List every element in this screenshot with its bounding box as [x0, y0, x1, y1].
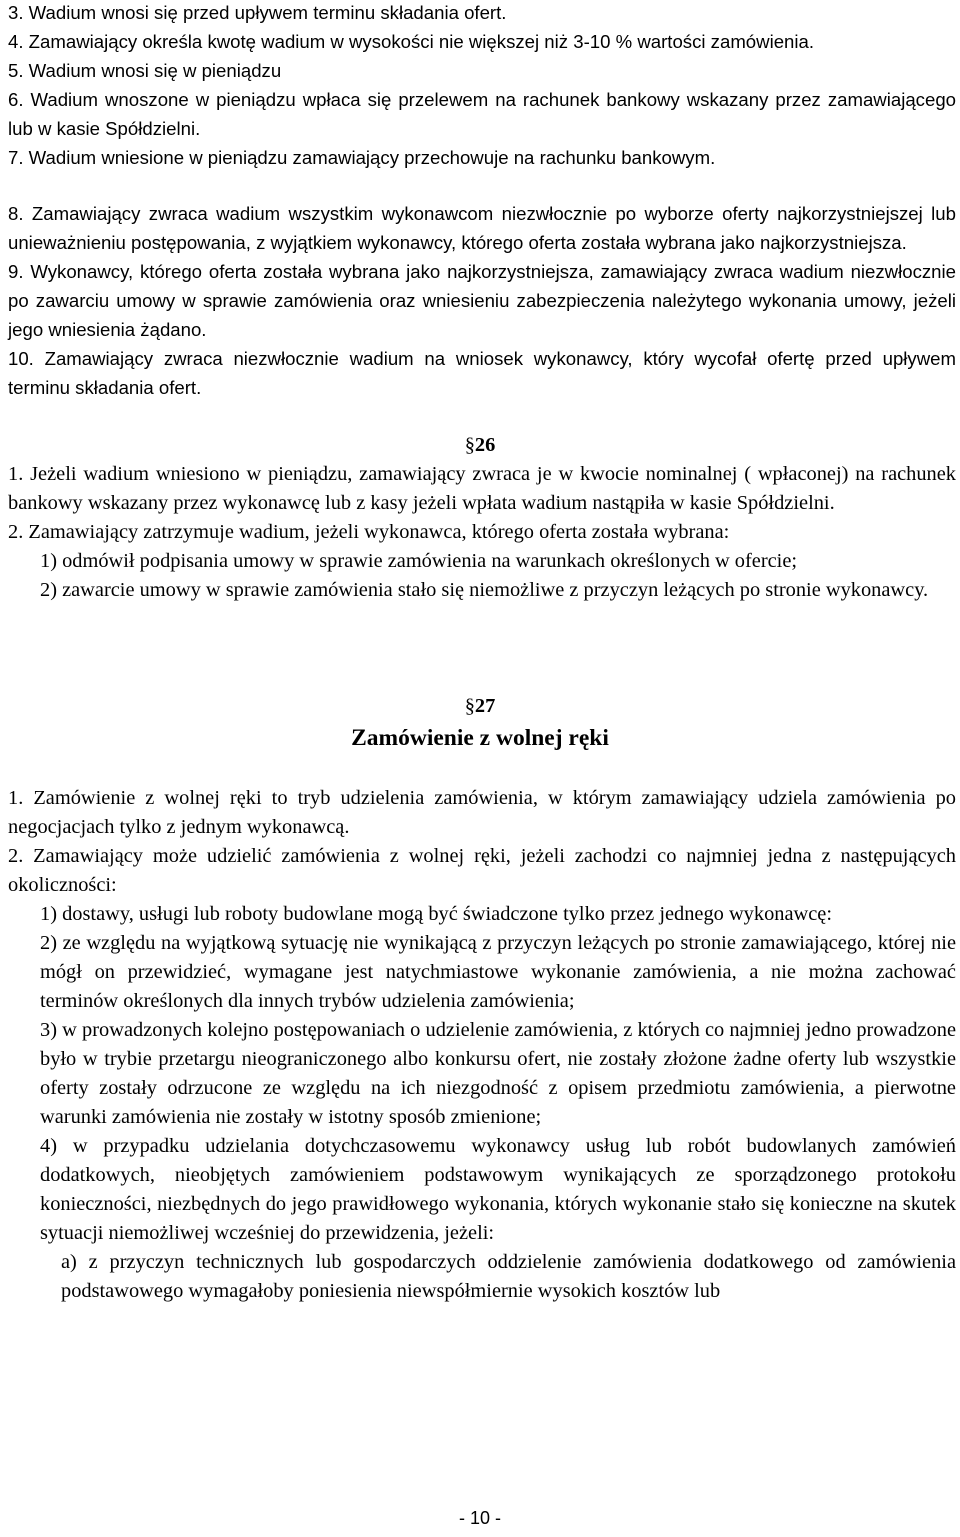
section-title: Zamówienie z wolnej ręki — [351, 725, 609, 751]
sub-list-item: 2) ze względu na wyjątkową sytuację nie wynikającą z przyczyn leżących po stronie zamawiającego, której nie mógł on przewidzieć, wymagane jest natychmiastowe wykonanie zamówienia, a nie można zachować terminów określonych dla innych trybów udzielenia zamówienia; — [40, 932, 956, 1012]
sub-list-item: 1) dostawy, usługi lub roboty budowlane mogą być świadczone tylko przez jednego wykonawcę: — [40, 903, 833, 925]
sub-list-item: 4) w przypadku udzielania dotychczasowemu wykonawcy usług lub robót budowlanych zamówień dodatkowych, nieobjętych zamówieniem podstawowym wynikających ze sporządzonego protokołu konieczności, niezbędnych do jego prawidłowego wykonania, których wykonanie stało się konieczne na skutek sytuacji niemożliwej wcześniej do przewidzenia, jeżeli: — [40, 1135, 956, 1244]
section-27-body — [8, 784, 956, 1306]
list-item: 8. Zamawiający zwraca wadium wszystkim wykonawcom niezwłocznie po wyborze oferty najkorzystniejszej lub unieważnieniu postępowania, z wyjątkiem wykonawcy, którego oferta została wybrana jako najkorzystniejsza. — [8, 203, 956, 253]
section-26-body — [8, 460, 956, 605]
section-26-heading: §26 — [464, 434, 496, 456]
section-27-heading: §27 — [464, 695, 496, 717]
list-item: 2. Zamawiający może udzielić zamówienia z wolnej ręki, jeżeli zachodzi co najmniej jedna z następujących okoliczności: — [8, 845, 956, 896]
list-item: 4. Zamawiający określa kwotę wadium w wysokości nie większej niż 3-10 % wartości zamówienia. — [8, 31, 815, 52]
list-item: 7. Wadium wniesione w pieniądzu zamawiający przechowuje na rachunku bankowym. — [8, 147, 716, 168]
list-item: 9. Wykonawcy, którego oferta została wybrana jako najkorzystniejsza, zamawiający zwraca wadium niezwłocznie po zawarciu umowy w sprawie zamówienia oraz wniesieniu zabezpieczenia należytego wykonania umowy, jeżeli jego wniesienia żądano. — [8, 261, 956, 340]
wadium-list-top — [8, 0, 956, 172]
list-item: 1. Jeżeli wadium wniesiono w pieniądzu, zamawiający zwraca je w kwocie nominalnej ( wpłaconej) na rachunek bankowy wskazany przez wykonawcę lub z kasy jeżeli wpłata wadium nastąpiła w kasie Spółdzielni. — [8, 463, 956, 514]
list-item: 5. Wadium wnosi się w pieniądzu — [8, 60, 282, 81]
section-number: 26 — [474, 434, 496, 456]
list-item: 6. Wadium wnoszone w pieniądzu wpłaca się przelewem na rachunek bankowy wskazany przez zamawiającego lub w kasie Spółdzielni. — [8, 89, 956, 139]
list-item: 2. Zamawiający zatrzymuje wadium, jeżeli wykonawca, którego oferta została wybrana: — [8, 521, 730, 543]
sub-sub-list-item: a) z przyczyn technicznych lub gospodarczych oddzielenie zamówienia dodatkowego od zamówienia podstawowego wymagałoby poniesienia niewspółmiernie wysokich kosztów lub — [61, 1251, 956, 1302]
sub-list-item: 2) zawarcie umowy w sprawie zamówienia stało się niemożliwe z przyczyn leżących po stronie wykonawcy. — [40, 579, 929, 601]
section-number: 27 — [474, 695, 496, 717]
list-item: 10. Zamawiający zwraca niezwłocznie wadium na wniosek wykonawcy, który wycofał ofertę przed upływem terminu składania ofert. — [8, 348, 956, 398]
list-item: 3. Wadium wnosi się przed upływem terminu składania ofert. — [8, 2, 507, 23]
wadium-list-bottom — [8, 199, 956, 402]
sub-list-item: 1) odmówił podpisania umowy w sprawie zamówienia na warunkach określonych w ofercie; — [40, 550, 798, 572]
sub-list-item: 3) w prowadzonych kolejno postępowaniach o udzielenie zamówienia, z których co najmniej jedno prowadzone było w trybie przetargu nieograniczonego albo konkursu ofert, nie zostały złożone żadne oferty lub wszystkie oferty zostały odrzucone ze względu na ich niezgodność z opisem przedmiotu zamówienia, a pierwotne warunki zamówienia nie zostały w istotny sposób zmienione; — [40, 1019, 956, 1128]
page-number: - 10 - — [458, 1508, 501, 1528]
list-item: 1. Zamówienie z wolnej ręki to tryb udzielenia zamówienia, w którym zamawiający udziela zamówienia po negocjacjach tylko z jednym wykonawcą. — [8, 787, 956, 838]
